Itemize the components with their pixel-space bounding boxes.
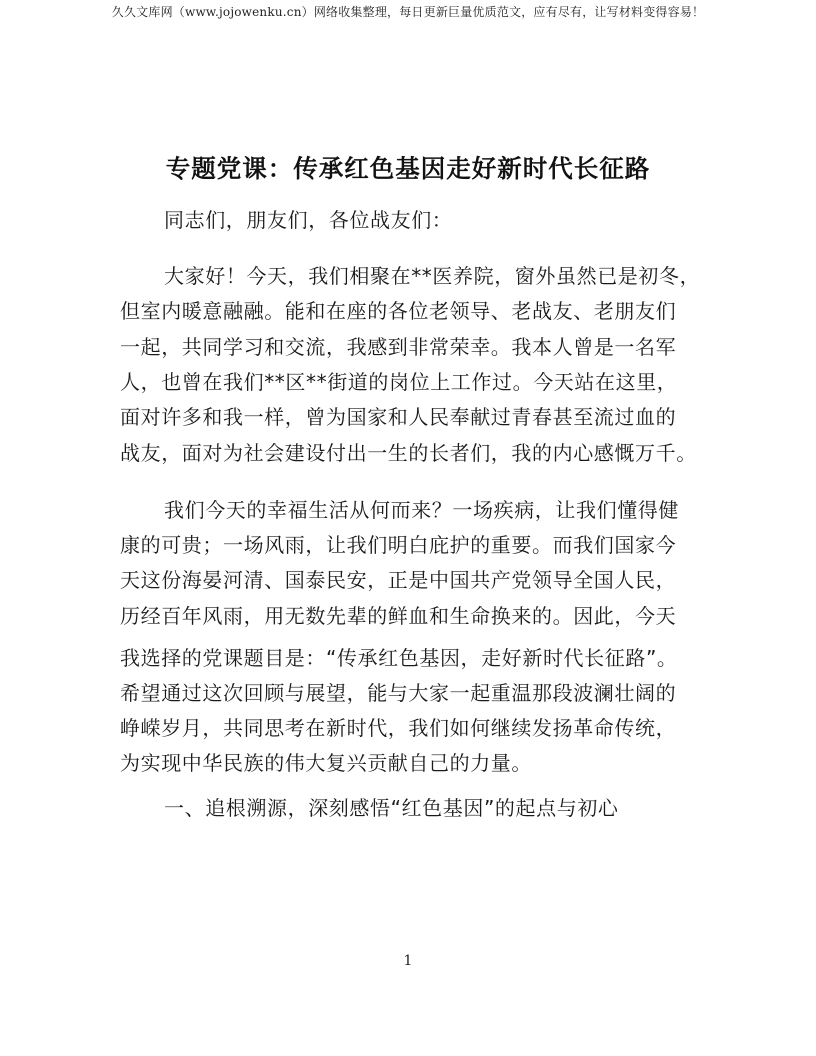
paragraph-1-line: 但室内暖意融融。能和在座的各位老领导、老战友、老朋友们	[120, 299, 677, 323]
paragraph-1-line: 面对许多和我一样，曾为国家和人民奉献过青春甚至流过血的	[120, 405, 677, 429]
document-title: 专题党课：传承红色基因走好新时代长征路	[165, 154, 651, 183]
paragraph-1-line: 战友，面对为社会建设付出一生的长者们，我的内心感慨万千。	[120, 441, 697, 465]
paragraph-2-line: 我们今天的幸福生活从何而来？一场疾病，让我们懂得健	[164, 498, 679, 522]
paragraph-2-line: 康的可贵；一场风雨，让我们明白庇护的重要。而我们国家今	[120, 533, 677, 557]
paragraph-3-line: 峥嵘岁月，共同思考在新时代，我们如何继续发扬革命传统，	[120, 716, 677, 740]
page-header: 久久文库网（www.jojowenku.cn）网络收集整理，每日更新巨量优质范文，应有尽有，让写材料变得容易！	[111, 5, 705, 19]
paragraph-1-line: 一起，共同学习和交流，我感到非常荣幸。我本人曾是一名军	[120, 335, 677, 359]
paragraph-3-line: 我选择的党课题目是：“传承红色基因，走好新时代长征路”。	[120, 646, 678, 670]
paragraph-3-line: 为实现中华民族的伟大复兴贡献自己的力量。	[120, 751, 532, 775]
section-heading: 一、追根溯源，深刻感悟“红色基因”的起点与初心	[164, 796, 619, 820]
page-number: 1	[403, 953, 413, 969]
paragraph-1-line: 大家好！今天，我们相聚在**医养院，窗外虽然已是初冬，	[164, 264, 701, 288]
paragraph-1-line: 人，也曾在我们**区**街道的岗位上工作过。今天站在这里，	[120, 370, 678, 394]
paragraph-2-line: 天这份海晏河清、国泰民安，正是中国共产党领导全国人民，	[120, 568, 677, 592]
paragraph-3-line: 希望通过这次回顾与展望，能与大家一起重温那段波澜壮阔的	[120, 681, 677, 705]
greeting-line: 同志们，朋友们，各位战友们：	[164, 208, 453, 232]
paragraph-2-line: 历经百年风雨，用无数先辈的鲜血和生命换来的。因此，今天	[120, 604, 677, 628]
